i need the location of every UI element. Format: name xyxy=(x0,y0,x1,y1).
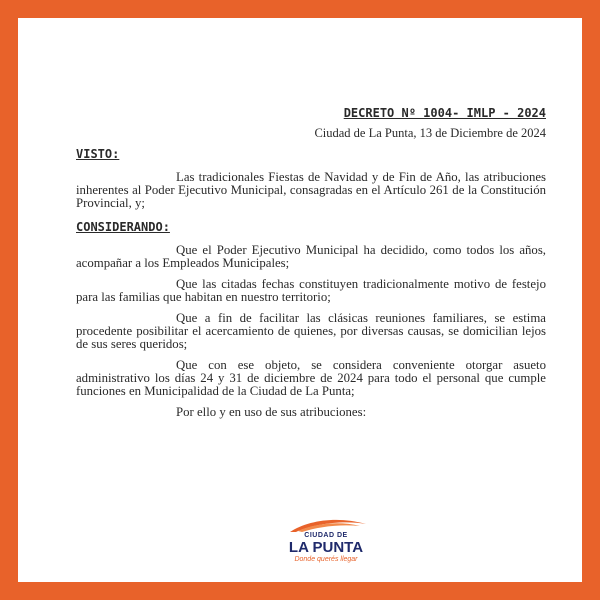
visto-heading: VISTO: xyxy=(76,147,120,161)
considerando-heading: CONSIDERANDO: xyxy=(76,220,170,234)
considerando-paragraph-1: Que el Poder Ejecutivo Municipal ha decidido, como todos los años, acompañar a los Empleados Municipales; xyxy=(76,243,546,270)
page-frame xyxy=(18,18,582,582)
logo-text-la-punta: LA PUNTA xyxy=(288,539,364,556)
logo-text-ciudad-de: CIUDAD DE xyxy=(304,532,348,539)
closing-line: Por ello y en uso de sus atribuciones: xyxy=(176,405,367,419)
considerando-paragraph-3: Que a fin de facilitar las clásicas reuniones familiares, se estima procedente posibilitar el acercamiento de quienes, por diversas causas, se domicilian lejos de sus seres queridos; xyxy=(76,311,546,351)
considerando-paragraph-2: Que las citadas fechas constituyen tradicionalmente motivo de festejo para las familias que habitan en nuestro territorio; xyxy=(76,277,546,304)
visto-paragraph: Las tradicionales Fiestas de Navidad y de Fin de Año, las atribuciones inherentes al Poder Ejecutivo Municipal, consagradas en el Artículo 261 de la Constitución Provincial, y; xyxy=(76,170,546,210)
decree-title: DECRETO Nº 1004- IMLP - 2024 xyxy=(343,106,546,120)
logo-tagline: Donde querés llegar xyxy=(294,556,358,563)
decree-date: Ciudad de La Punta, 13 de Diciembre de 2024 xyxy=(314,126,546,140)
decree-document xyxy=(76,106,546,419)
considerando-paragraph-4: Que con ese objeto, se considera conveniente otorgar asueto administrativo los días 24 y 31 de diciembre de 2024 para todo el personal que cumple funciones en Municipalidad de la Ciudad de La Punta; xyxy=(76,358,546,398)
ciudad-de-la-punta-logo xyxy=(276,518,396,570)
